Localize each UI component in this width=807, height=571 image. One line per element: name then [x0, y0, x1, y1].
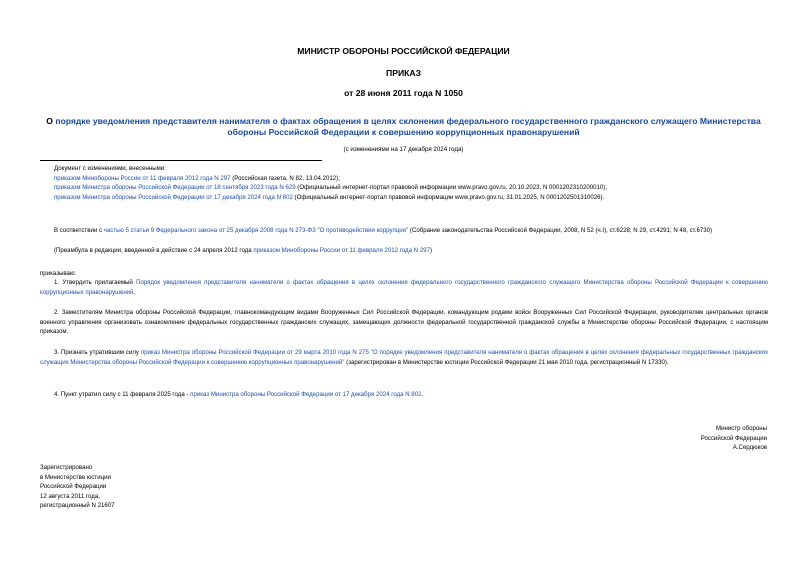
order-word: приказываю: — [40, 270, 77, 277]
basis-text-start: В соответствии с — [54, 227, 104, 234]
change-item — [54, 183, 774, 193]
basis-law-link[interactable]: частью 5 статьи 9 Федерального закона от 25 декабря 2008 года N 273-ФЗ "О противодействии коррупции" — [103, 227, 409, 234]
ministry-heading: МИНИСТР ОБОРОНЫ РОССИЙСКОЙ ФЕДЕРАЦИИ — [297, 46, 510, 56]
repealed-order-link[interactable]: приказ Министра обороны Российской Федерации от 29 марта 2010 года N 275 "О порядке уведомления представителя нанимателя о фактах обращения в целях склонения федеральных государственных гражданских служащих Министерства обороны Российской Федерации к совершению коррупционных правонарушений" — [40, 349, 769, 366]
change-link-2[interactable]: приказом Министра обороны Российской Федерации от 18 сентября 2023 года N 629 — [54, 184, 296, 192]
registration-date: 12 августа 2011 года, — [40, 492, 100, 500]
doc-type-heading: ПРИКАЗ — [386, 68, 421, 78]
p1-text-start: 1. Утвердить прилагаемый — [54, 279, 137, 286]
change-text-3: (Официальный интернет-портал правовой информации www.pravo.gov.ru, 31.01.2025, N 0001202501310026). — [292, 193, 605, 201]
changes-block — [54, 164, 774, 202]
changes-intro: Документ с изменениями, внесенными: — [54, 165, 166, 172]
registration-block — [40, 463, 115, 511]
change-item — [54, 174, 774, 184]
change-text-2: (Официальный интернет-портал правовой информации www.pravo.gov.ru, 20.10.2023, N 0001202310200010); — [295, 184, 608, 192]
p3-text-end: (зарегистрирован в Министерстве юстиции Российской Федерации 21 мая 2010 года, регистрационный N 17330). — [344, 358, 669, 366]
document-title — [40, 116, 767, 138]
title-prefix: О — [46, 116, 56, 126]
procedure-link[interactable]: Порядок уведомления представителя нанимателя о фактах обращения в целях склонения федерального государственного гражданского служащего Министерства обороны Российской Федерации к совершению коррупционных правонарушений — [40, 279, 768, 296]
basis-paragraph — [40, 226, 768, 236]
change-link-3[interactable]: приказом Министра обороны Российской Федерации от 17 декабря 2024 года N 802 — [54, 193, 293, 201]
paragraph-3 — [40, 348, 768, 367]
preamble-link[interactable]: приказом Минобороны России от 11 февраля 2012 года N 297 — [253, 247, 430, 254]
edition-note: (с изменениями на 17 декабря 2024 года) — [343, 146, 464, 153]
preamble-text-start: (Преамбула в редакции, введенной в действие с 24 апреля 2012 года — [54, 247, 254, 254]
signature-line: Министр обороны — [716, 425, 767, 432]
registration-line: Российской Федерации — [40, 483, 107, 491]
signature-line: Российской Федерации — [700, 434, 767, 442]
registration-line: в Министерстве юстиции — [40, 473, 111, 481]
signature-name: А.Сердюков — [732, 444, 767, 452]
p4-text-end: . — [421, 391, 424, 398]
paragraph-2: 2. Заместителям Министра обороны Российской Федерации, главнокомандующим видами Вооруженных Сил Российской Федерации, командующим родами войск Вооруженных Сил Российской Федерации, руководителям центральных органов военного управления организовать ознакомление федеральных государственных гражданских служащих, замещающих должности федеральной государственной гражданской службы в Министерстве обороны Российской Федерации, с настоящим приказом. — [40, 309, 768, 336]
paragraph-1 — [40, 278, 768, 297]
p3-text-start: 3. Признать утратившим силу — [54, 349, 141, 356]
changes-divider — [40, 160, 322, 161]
date-number-heading: от 28 июня 2011 года N 1050 — [344, 88, 463, 98]
change-text-1: (Российская газета, N 82, 13.04.2012); — [230, 174, 340, 182]
preamble-text-end: ) — [429, 247, 432, 254]
title-link[interactable]: порядке уведомления представителя нанимателя о фактах обращения в целях склонения федерального государственного гражданского служащего Министерства обороны Российской Федерации к совершению коррупционных правонарушений — [55, 116, 761, 137]
paragraph-4 — [40, 390, 768, 400]
registration-line: Зарегистрировано — [40, 464, 93, 471]
p4-order-link[interactable]: приказ Министра обороны Российской Федерации от 17 декабря 2024 года N 802 — [190, 391, 422, 398]
p4-text-start: 4. Пункт утратил силу с 11 февраля 2025 года - — [54, 391, 191, 398]
signature-block — [701, 424, 767, 453]
registration-number: регистрационный N 21607 — [40, 502, 115, 510]
change-link-1[interactable]: приказом Минобороны России от 11 февраля 2012 года N 297 — [54, 174, 231, 182]
preamble-note — [40, 246, 768, 256]
p1-text-end: . — [133, 288, 136, 296]
basis-text-end: (Собрание законодательства Российской Федерации, 2008, N 52 (ч.I), ст.6228; N 29, ст.4291; N 48, ст.6730) — [408, 227, 713, 234]
change-item — [54, 193, 774, 203]
